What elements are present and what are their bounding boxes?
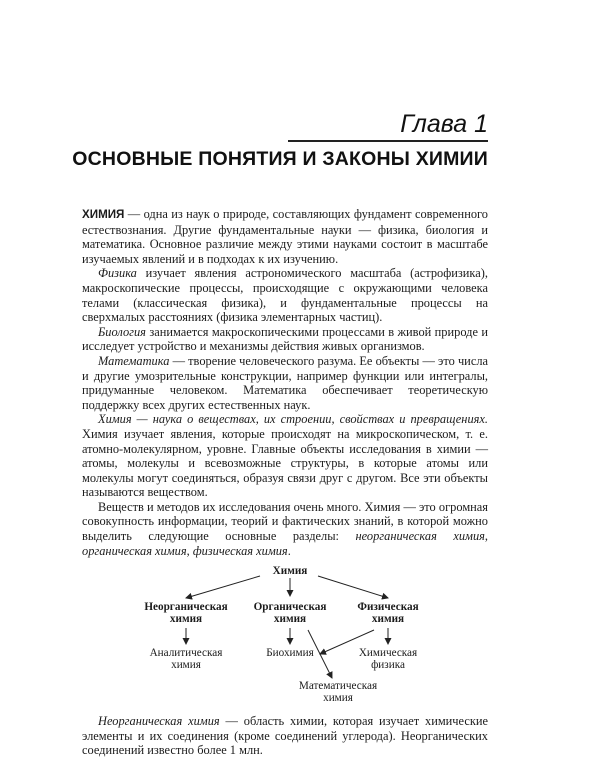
paragraph-inorganic bbox=[82, 714, 488, 758]
paragraph-chemistry-intro bbox=[82, 207, 488, 266]
paragraph-branches bbox=[82, 500, 488, 558]
separator: , bbox=[484, 529, 489, 544]
arrow-root-physical bbox=[318, 576, 388, 598]
node-label: Химическая bbox=[358, 647, 418, 660]
arrow-root-inorganic bbox=[186, 576, 260, 598]
branch-organic: органическая химия bbox=[82, 543, 187, 558]
node-inorganic bbox=[126, 601, 246, 625]
node-label: Биохимия bbox=[266, 647, 314, 660]
node-label: химия bbox=[169, 613, 203, 626]
branch-inorganic: неорганическая химия bbox=[355, 529, 485, 544]
node-label: Физическая bbox=[357, 601, 419, 614]
chapter-title: ОСНОВНЫЕ ПОНЯТИЯ И ЗАКОНЫ ХИМИИ bbox=[72, 148, 488, 170]
node-label: Математическая bbox=[298, 680, 378, 693]
paragraph-text: Химия изучает явления, которые происходят на микроскопическом, т. е. атомно-молекулярном, уровне. Главные объекты исследования в химии — атомы, молекулы и всевозможные структуры, в которые атомы или молекулы могут соединяться, образуя связи друг с другом. Все эти объекты называются веществом. bbox=[82, 426, 488, 500]
chapter-rule bbox=[288, 140, 488, 142]
node-label: химия bbox=[171, 659, 201, 672]
paragraph-biology bbox=[82, 325, 488, 354]
paragraph-text: — одна из наук о природе, составляющих фундамент современного естествознания. Другие фундаментальные науки — физика, биология и математика. Основное различие между этими науками состоит в масштабе изучаемых явлений и в подходах к их изучению. bbox=[82, 207, 488, 266]
paragraph-text: занимается макроскопическими процессами в живой природе и исследует устройство и механизмы действия живых организмов. bbox=[82, 324, 488, 354]
node-label: Аналитическая bbox=[149, 647, 223, 660]
paragraph-chemistry-def bbox=[82, 412, 488, 500]
term-math: Математика bbox=[98, 353, 170, 368]
node-label: Органическая bbox=[253, 601, 327, 614]
paragraph-physics bbox=[82, 266, 488, 324]
node-label: химия bbox=[273, 613, 307, 626]
node-label: Неорганическая bbox=[144, 601, 228, 614]
term-inorganic: Неорганическая химия bbox=[98, 714, 220, 729]
node-label: химия bbox=[323, 692, 353, 705]
node-physical bbox=[338, 601, 438, 625]
node-chemical-physics bbox=[338, 647, 438, 671]
node-math-chemistry bbox=[278, 680, 398, 704]
paragraph-text: — творение человеческого разума. Ее объекты — это числа и другие умозрительные конструкции, например функции или интегралы, придуманные человеком. Математика обеспечивает теоретическую поддержку всех других естественных наук. bbox=[82, 353, 488, 412]
node-biochemistry bbox=[250, 647, 330, 659]
paragraph-math bbox=[82, 354, 488, 412]
body-text bbox=[82, 207, 488, 758]
chapter-number: Глава 1 bbox=[400, 110, 488, 138]
node-analytical bbox=[126, 647, 246, 671]
term-physics: Физика bbox=[98, 266, 137, 281]
separator: , bbox=[186, 543, 193, 558]
paragraph-text: — область химии, которая изучает химические элементы и их соединения (кроме соединений углерода). Неорганических соединений известно более 1 млн. bbox=[82, 714, 488, 758]
definition-chemistry: Химия — наука о веществах, их строении, свойствах и превращениях. bbox=[98, 412, 488, 427]
node-organic bbox=[240, 601, 340, 625]
node-label: химия bbox=[371, 613, 405, 626]
node-label: Химия bbox=[272, 565, 308, 578]
term-biology: Биология bbox=[98, 324, 146, 339]
paragraph-text: Веществ и методов их исследования очень много. Химия — это огромная совокупность информации, теорий и фактических знаний, в которой можно выделить следующие основные разделы: bbox=[82, 499, 488, 544]
diagram-arrows bbox=[82, 564, 488, 692]
node-chemistry bbox=[250, 565, 330, 577]
chemistry-branches-diagram bbox=[82, 564, 488, 705]
separator: . bbox=[287, 543, 291, 558]
branch-physical: физическая химия bbox=[192, 543, 288, 558]
paragraph-text: изучает явления астрономического масштаба (астрофизика), макроскопические процессы, происходящие с окружающими человека телами (классическая физика), и фундаментальные процессы на сверхмалых расстояниях (физика элементарных частиц). bbox=[82, 266, 488, 325]
node-label: физика bbox=[371, 659, 405, 672]
lead-term: ХИМИЯ bbox=[82, 208, 125, 221]
